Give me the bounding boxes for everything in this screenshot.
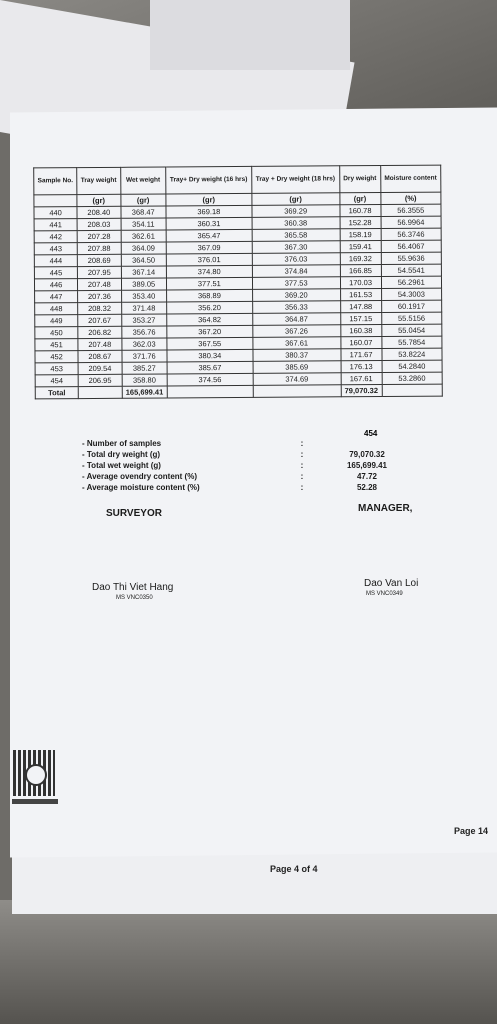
summary-colon: : <box>300 439 304 448</box>
table-cell: 207.95 <box>77 266 121 278</box>
table-cell: 367.30 <box>252 241 340 254</box>
table-cell: 56.4067 <box>381 240 442 252</box>
table-cell: 353.27 <box>121 314 166 326</box>
table-cell: 376.03 <box>252 253 340 266</box>
surveyor-id: MS VNC0350 <box>116 595 153 601</box>
summary-value <box>322 438 412 449</box>
page-number-right: Page 14 <box>454 826 489 836</box>
table-cell: 369.29 <box>252 205 340 218</box>
table-cell: 362.03 <box>121 338 166 350</box>
table-cell: 161.53 <box>340 289 381 301</box>
table-cell: 208.32 <box>78 302 122 314</box>
table-cell: 54.3003 <box>381 288 442 300</box>
table-cell: 380.34 <box>167 349 253 362</box>
table-cell: 374.56 <box>167 373 253 386</box>
summary-block <box>82 438 412 493</box>
table-cell: 358.80 <box>122 374 167 386</box>
summary-colon: : <box>300 483 304 492</box>
table-header-row <box>34 165 441 195</box>
table-cell: 371.48 <box>121 302 166 314</box>
background-surface-bottom <box>0 900 497 1024</box>
table-cell: 454 <box>35 375 78 387</box>
table-cell: 160.07 <box>340 336 381 348</box>
table-cell: 385.67 <box>167 361 253 374</box>
table-cell: 367.14 <box>121 266 166 278</box>
table-cell: 157.15 <box>340 313 381 325</box>
table-cell: 209.54 <box>78 362 122 374</box>
table-cell: 166.85 <box>340 265 381 277</box>
unit-cell: (gr) <box>339 193 380 205</box>
moisture-table <box>33 165 443 400</box>
table-cell: 367.20 <box>167 325 253 338</box>
table-cell: 147.88 <box>340 301 381 313</box>
table-cell: 367.09 <box>166 241 252 254</box>
table-cell: 55.5156 <box>381 312 442 324</box>
table-cell: 364.50 <box>121 254 166 266</box>
table-cell: 206.95 <box>78 374 122 386</box>
table-cell: 354.11 <box>121 218 166 230</box>
summary-row <box>82 460 412 471</box>
column-header: Dry weight <box>339 166 380 193</box>
summary-colon: : <box>300 472 304 481</box>
table-body <box>34 192 442 399</box>
empty-cell <box>253 385 341 398</box>
table-cell: 376.01 <box>166 253 252 266</box>
table-cell: 56.9964 <box>381 216 442 228</box>
column-header: Tray weight <box>77 167 121 194</box>
table-cell: 374.80 <box>166 265 252 278</box>
table-cell: 56.3555 <box>381 204 442 216</box>
column-header: Tray + Dry weight (18 hrs) <box>251 166 339 194</box>
table-cell: 54.5541 <box>381 264 442 276</box>
total-cell: 165,699.41 <box>122 386 167 398</box>
table-cell: 448 <box>35 303 78 315</box>
table-cell: 445 <box>34 267 77 279</box>
table-cell: 56.2961 <box>381 276 442 288</box>
qr-code <box>13 750 55 796</box>
table-cell: 169.32 <box>340 253 381 265</box>
table-cell: 362.61 <box>121 230 166 242</box>
table-cell: 452 <box>35 351 78 363</box>
table-cell: 360.38 <box>252 217 340 230</box>
table-cell: 377.51 <box>166 277 252 290</box>
unit-cell: (gr) <box>120 194 165 206</box>
empty-cell <box>167 385 253 398</box>
page-number-center: Page 4 of 4 <box>270 864 318 874</box>
table-cell: 453 <box>35 363 78 375</box>
table-cell: 176.13 <box>341 360 382 372</box>
manager-role: MANAGER, <box>358 503 413 514</box>
table-cell: 171.67 <box>340 348 381 360</box>
qr-caption-bar <box>12 799 58 804</box>
table-cell: 371.76 <box>122 350 167 362</box>
column-header: Wet weight <box>120 167 165 194</box>
table-cell: 441 <box>34 219 77 231</box>
summary-row <box>82 482 412 493</box>
summary-label: - Number of samples <box>82 439 162 448</box>
total-row <box>35 384 442 399</box>
empty-cell <box>382 384 443 396</box>
manager-name: Dao Van Loi <box>364 578 419 589</box>
table-cell: 367.26 <box>253 325 341 338</box>
table-cell: 380.37 <box>253 349 341 362</box>
surveyor-role: SURVEYOR <box>106 508 162 519</box>
summary-value: 79,070.32 <box>349 450 385 459</box>
table-cell: 450 <box>35 327 78 339</box>
table-cell: 208.67 <box>78 350 122 362</box>
unit-cell: (gr) <box>77 194 121 206</box>
summary-row <box>82 471 412 482</box>
summary-label: - Total wet weight (g) <box>82 461 161 470</box>
column-header: Sample No. <box>34 168 77 195</box>
lower-sheet <box>12 848 497 914</box>
table-cell: 353.40 <box>121 290 166 302</box>
unit-cell <box>34 195 77 207</box>
table-cell: 207.88 <box>77 242 121 254</box>
table-cell: 367.55 <box>167 337 253 350</box>
column-header: Tray+ Dry weight (16 hrs) <box>166 166 252 194</box>
table-cell: 208.40 <box>77 206 121 218</box>
table-cell: 374.69 <box>253 373 341 386</box>
table-cell: 207.48 <box>78 338 122 350</box>
summary-value: 47.72 <box>356 472 378 481</box>
summary-colon: : <box>300 450 304 459</box>
table-cell: 53.2860 <box>382 372 443 384</box>
summary-label: - Average moisture content (%) <box>82 483 200 492</box>
table-cell: 356.33 <box>252 301 340 314</box>
table-cell: 206.82 <box>78 326 122 338</box>
table-cell: 442 <box>34 231 77 243</box>
table-cell: 152.28 <box>340 217 381 229</box>
summary-label: - Total dry weight (g) <box>82 450 161 459</box>
table-cell: 55.9636 <box>381 252 442 264</box>
table-cell: 369.18 <box>166 205 252 218</box>
table-cell: 440 <box>34 207 77 219</box>
unit-cell: (%) <box>380 192 441 204</box>
table-cell: 167.61 <box>341 372 382 384</box>
table-cell: 208.03 <box>77 218 121 230</box>
table-cell: 207.67 <box>78 314 122 326</box>
table-cell: 364.09 <box>121 242 166 254</box>
summary-colon: : <box>300 461 304 470</box>
table-cell: 158.19 <box>340 229 381 241</box>
table-cell: 385.69 <box>253 361 341 374</box>
surveyor-name: Dao Thi Viet Hang <box>92 582 174 593</box>
table-cell: 160.78 <box>339 205 380 217</box>
table-cell: 360.31 <box>166 217 252 230</box>
background-sheet-2 <box>150 0 350 70</box>
table-cell: 207.36 <box>78 290 122 302</box>
table-cell: 160.38 <box>340 325 381 337</box>
empty-cell <box>78 386 122 398</box>
total-cell: 79,070.32 <box>341 384 382 396</box>
table-cell: 356.20 <box>167 301 253 314</box>
table-cell: 364.87 <box>253 313 341 326</box>
table-cell: 159.41 <box>340 241 381 253</box>
table-cell: 447 <box>35 291 78 303</box>
sample-count-value: 454 <box>364 429 378 438</box>
table-cell: 374.84 <box>252 265 340 278</box>
table-cell: 389.05 <box>121 278 166 290</box>
manager-id: MS VNC0349 <box>366 591 403 597</box>
table-cell: 368.89 <box>166 289 252 302</box>
summary-value: 52.28 <box>356 483 378 492</box>
table-cell: 356.76 <box>121 326 166 338</box>
unit-cell: (gr) <box>252 193 340 206</box>
table-cell: 446 <box>34 279 77 291</box>
table-cell: 385.27 <box>122 362 167 374</box>
table-cell: 449 <box>35 315 78 327</box>
table-cell: 365.47 <box>166 229 252 242</box>
table-cell: 443 <box>34 243 77 255</box>
table-cell: 369.20 <box>252 289 340 302</box>
summary-value: 165,699.41 <box>346 461 388 470</box>
table-cell: 55.0454 <box>381 324 442 336</box>
table-cell: 365.58 <box>252 229 340 242</box>
table-cell: 170.03 <box>340 277 381 289</box>
unit-cell: (gr) <box>166 193 252 206</box>
table-cell: 364.82 <box>167 313 253 326</box>
table-cell: 207.28 <box>77 230 121 242</box>
table-cell: 444 <box>34 255 77 267</box>
table-cell: 54.2840 <box>382 360 443 372</box>
table-cell: 207.48 <box>78 278 122 290</box>
total-cell: Total <box>35 387 78 399</box>
table-cell: 208.69 <box>77 254 121 266</box>
summary-row <box>82 438 412 449</box>
table-cell: 368.47 <box>121 206 166 218</box>
summary-label: - Average ovendry content (%) <box>82 472 197 481</box>
table-cell: 367.61 <box>253 337 341 350</box>
table-cell: 451 <box>35 339 78 351</box>
summary-row <box>82 449 412 460</box>
table-cell: 56.3746 <box>381 228 442 240</box>
table-cell: 53.8224 <box>382 348 443 360</box>
table-cell: 55.7854 <box>381 336 442 348</box>
table-cell: 377.53 <box>252 277 340 290</box>
table-cell: 60.1917 <box>381 300 442 312</box>
column-header: Moisture content <box>380 165 441 192</box>
